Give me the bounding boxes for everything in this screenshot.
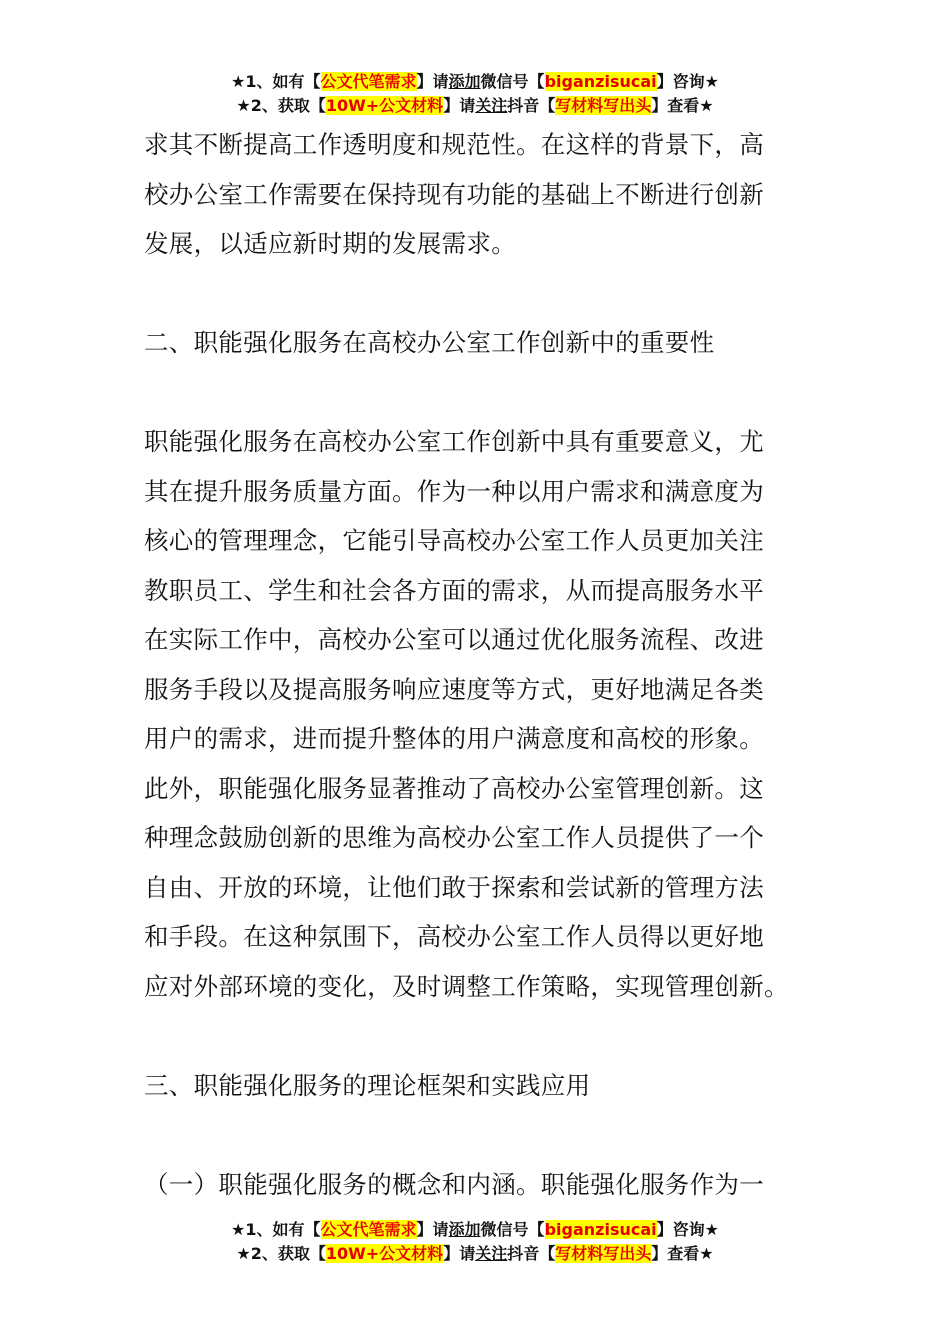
promo-highlight: 10W+公文材料 <box>325 1244 444 1263</box>
promo-highlight: 10W+公文材料 <box>325 96 444 115</box>
spacer <box>144 1011 808 1061</box>
promo-text: ★2、获取【 <box>236 1244 326 1263</box>
paragraph-2 <box>144 417 808 1011</box>
promo-text: 微信号【 <box>480 1220 545 1239</box>
promo-text: 】咨询★ <box>656 1220 719 1239</box>
promo-underline: 关注 <box>475 96 508 115</box>
text-line: 和手段。在这种氛围下，高校办公室工作人员得以更好地 <box>144 922 764 951</box>
promo-highlight: 写材料写出头 <box>555 1244 652 1263</box>
text-line: 用户的需求，进而提升整体的用户满意度和高校的形象。 <box>144 724 764 753</box>
promo-line-1 <box>0 70 950 94</box>
text-line: 发展，以适应新时期的发展需求。 <box>144 229 516 258</box>
promo-text: 】请 <box>443 1244 476 1263</box>
promo-text: 】请 <box>443 96 476 115</box>
promo-text: 抖音【 <box>507 96 556 115</box>
promo-highlight: 公文代笔需求 <box>320 1220 417 1239</box>
document-body <box>144 120 808 1209</box>
spacer <box>144 368 808 418</box>
promo-text: 】请 <box>416 72 449 91</box>
text-line: 职能强化服务在高校办公室工作创新中具有重要意义，尤 <box>144 427 764 456</box>
text-line: 校办公室工作需要在保持现有功能的基础上不断进行创新 <box>144 179 764 209</box>
spacer <box>144 1110 808 1160</box>
text-line: 核心的管理理念，它能引导高校办公室工作人员更加关注 <box>144 526 764 555</box>
text-line: 此外，职能强化服务显著推动了高校办公室管理创新。这 <box>144 773 764 803</box>
promo-text: 抖音【 <box>507 1244 556 1263</box>
section-heading-3: 三、职能强化服务的理论框架和实践应用 <box>144 1070 591 1100</box>
text-line: 应对外部环境的变化，及时调整工作策略，实现管理创新。 <box>144 971 789 1001</box>
promo-text: ★2、获取【 <box>236 96 326 115</box>
promo-text: ★1、如有【 <box>231 1220 321 1239</box>
promo-underline: 添加 <box>448 1220 481 1239</box>
section-heading-2: 二、职能强化服务在高校办公室工作创新中的重要性 <box>144 328 715 357</box>
text-line: 其在提升服务质量方面。作为一种以用户需求和满意度为 <box>144 476 764 506</box>
promo-highlight: biganzisucai <box>544 72 657 91</box>
promo-line-1 <box>0 1218 950 1242</box>
promo-text: 】查看★ <box>651 1244 714 1263</box>
spacer <box>144 269 808 319</box>
text-line: 自由、开放的环境，让他们敢于探索和尝试新的管理方法 <box>144 872 764 902</box>
bottom-promo-banner <box>0 1218 950 1266</box>
promo-text: 】查看★ <box>651 96 714 115</box>
text-line: 种理念鼓励创新的思维为高校办公室工作人员提供了一个 <box>144 823 764 852</box>
promo-highlight: 公文代笔需求 <box>320 72 417 91</box>
paragraph-1 <box>144 120 808 269</box>
promo-text: ★1、如有【 <box>231 72 321 91</box>
promo-line-2 <box>0 1242 950 1266</box>
promo-line-2 <box>0 94 950 118</box>
promo-underline: 添加 <box>448 72 481 91</box>
text-line: （一）职能强化服务的概念和内涵。职能强化服务作为一 <box>144 1169 764 1199</box>
promo-text: 】咨询★ <box>656 72 719 91</box>
promo-text: 微信号【 <box>480 72 545 91</box>
text-line: 教职员工、学生和社会各方面的需求，从而提高服务水平 <box>144 575 764 605</box>
promo-underline: 关注 <box>475 1244 508 1263</box>
text-line: 求其不断提高工作透明度和规范性。在这样的背景下，高 <box>144 130 764 159</box>
promo-text: 】请 <box>416 1220 449 1239</box>
text-line: 在实际工作中，高校办公室可以通过优化服务流程、改进 <box>144 625 764 654</box>
text-line: 服务手段以及提高服务响应速度等方式，更好地满足各类 <box>144 674 764 704</box>
paragraph-3 <box>144 1160 808 1210</box>
top-promo-banner <box>0 70 950 118</box>
promo-highlight: 写材料写出头 <box>555 96 652 115</box>
promo-highlight: biganzisucai <box>544 1220 657 1239</box>
